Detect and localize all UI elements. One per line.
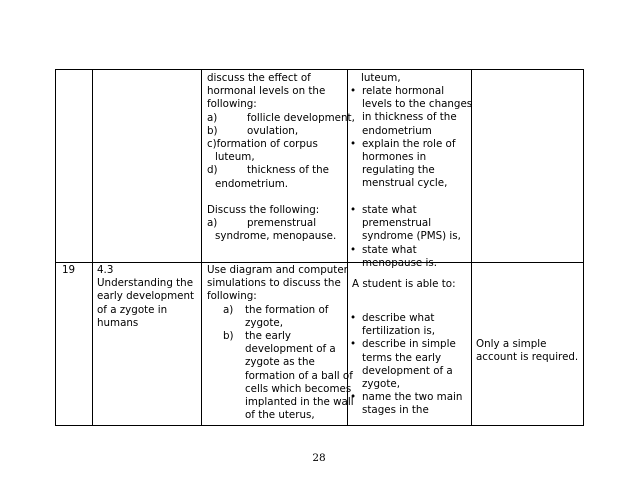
- list-item: • name the two main stages in the: [350, 391, 462, 417]
- list-item: • state what premenstrual syndrome (PMS) is,: [350, 204, 461, 244]
- row-divider: [56, 262, 583, 263]
- top-content-cell: discuss the effect of hormonal levels on the following: a) follicle development, b) ovulation, c)formation of corpus luteum, d) thickness of the endometrium. Discuss the following: a) premenstrual syndrome, menopause.: [207, 72, 355, 243]
- outcomes-list: [350, 312, 462, 418]
- topic-cell: 4.3 Understanding the early development of a zygote in humans: [97, 264, 195, 329]
- top-outcomes-list-2: [350, 204, 461, 270]
- list-item: • state what menopause is.: [350, 244, 461, 270]
- page-number: 28: [312, 452, 326, 464]
- remarks-cell: Only a simple account is required.: [476, 338, 579, 364]
- top-outcome-continuation: luteum,: [361, 72, 401, 84]
- outcomes-intro: A student is able to:: [352, 278, 456, 290]
- content-cell: Use diagram and computer simulations to discuss the following: a) the formation of zygote, b) the early development of a zygote as the formation of a ball of cells which becomes implanted in the wall of the uterus,: [207, 264, 354, 422]
- column-divider: [92, 70, 93, 425]
- top-outcomes-list: [350, 85, 472, 191]
- list-item: • explain the role of hormones in regulating the menstrual cycle,: [350, 138, 472, 191]
- week-number: 19: [62, 264, 76, 276]
- list-item: • describe what fertilization is,: [350, 312, 462, 338]
- list-item: • relate hormonal levels to the changes in thickness of the endometrium: [350, 85, 472, 138]
- column-divider: [201, 70, 202, 425]
- list-item: • describe in simple terms the early development of a zygote,: [350, 338, 462, 391]
